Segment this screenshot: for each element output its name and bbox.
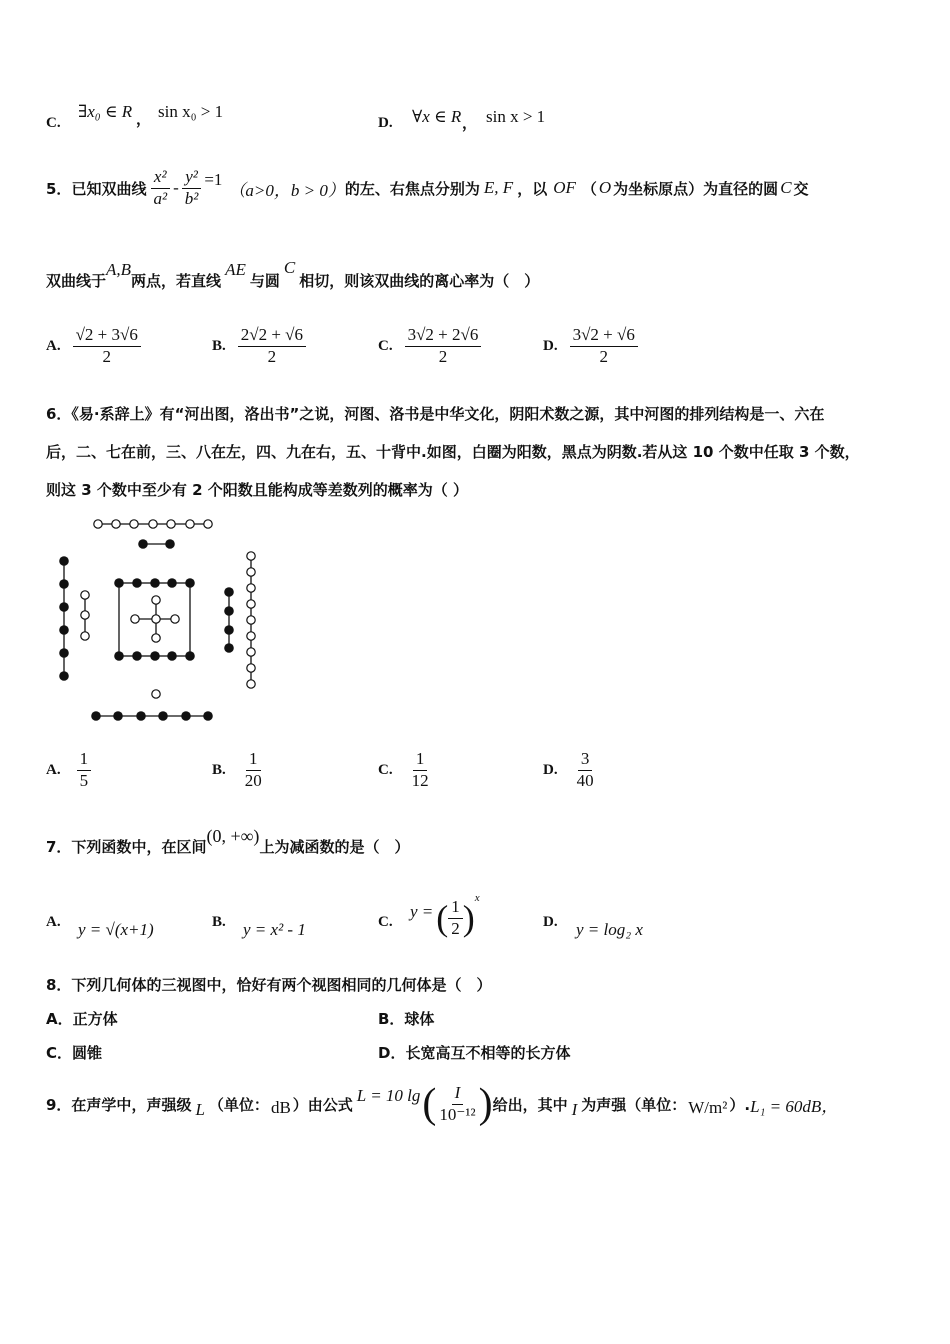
q4-option-c-label: C. xyxy=(46,115,61,131)
q5-option-a: A. $\frac{√2 + 3√6}{2}$ xyxy=(46,320,141,372)
q7-interval: (0, +∞) xyxy=(206,825,260,846)
q4-option-c-expr: ∃x₀ ∈ R xyxy=(78,102,133,121)
q7-stem: 7．下列函数中，在区间 (0, +∞) 上为减函数的是（ ） xyxy=(46,825,410,856)
q8-option-d: D．长宽高互不相等的长方体 xyxy=(378,1044,571,1062)
q5-number: 5． xyxy=(46,179,72,198)
q9-line1: 9．在声学中，声强级 L （单位： dB ）由公式 L = 10 lg ( $\frac{I}{\text{10⁻¹²}}$ ) 给出，其中 I 为声强（单位： W/m² ）. L₁ = 60dB， xyxy=(46,1081,839,1127)
q5-option-d: D. $\frac{3√2 + √6}{2}$ xyxy=(543,320,638,372)
q5-text1: 已知双曲线 xyxy=(71,179,147,198)
q4-option-d-expr: ∀x ∈ R xyxy=(412,107,462,126)
q6-option-a: A. $\frac{1}{5}$ xyxy=(46,744,91,796)
q6-option-c: C. $\frac{1}{12}$ xyxy=(378,749,429,790)
q8-option-a: A．正方体 xyxy=(46,1010,118,1028)
q4-option-d-sep: ， xyxy=(462,114,478,132)
q5-option-c: C. $\frac{3√2 + 2√6}{2}$ xyxy=(378,320,481,372)
q7-option-d-label: D. xyxy=(543,914,558,930)
q8-option-b: B．球体 xyxy=(378,1010,435,1028)
q5-line1: 5． 已知双曲线 $\frac{\text{x²}}{\text{a²}}$ - $\frac{\text{y²}}{\text{b²}}$ =1 （a>0，b > 0） 的左、右焦点分别为 E, F ，以 OF （ O 为坐标原点）为直径的圆 C 交 xyxy=(46,167,809,208)
q4-option-d-expr2: sin x > 1 xyxy=(486,107,546,126)
q7-option-b-label: B. xyxy=(212,914,226,930)
q7-option-a-label: A. xyxy=(46,914,61,930)
q5-condition: （a>0，b > 0） xyxy=(228,180,345,200)
q7-option-b-expr: y = x² - 1 xyxy=(243,920,306,939)
q5-foci: E, F xyxy=(483,178,514,197)
q5-option-b: B. $\frac{2√2 + √6}{2}$ xyxy=(212,320,306,372)
q6-line2: 后，二、七在前，三、八在左，四、九在右，五、十背中.如图，白圈为阳数，黑点为阴数.若从这 10 个数中任取 3 个数， xyxy=(46,443,860,461)
q4-option-c-expr2: sin x₀ > 1 xyxy=(158,102,224,121)
q7-option-c-label: C. xyxy=(378,914,393,930)
q5-frac-x: $\frac{\text{x²}}{\text{a²}}$ xyxy=(150,167,170,209)
q8-stem: 8．下列几何体的三视图中，恰好有两个视图相同的几何体是（ ） xyxy=(46,976,492,994)
q5-frac-y: $\frac{\text{y²}}{\text{b²}}$ xyxy=(182,167,202,209)
q7-option-c-expr: y = ( $\frac{1}{2}$ ) x xyxy=(410,892,480,938)
q5-line2: 双曲线于 A,B 两点，若直线 AE 与圆 C 相切，则该双曲线的离心率为（ ） xyxy=(46,258,540,290)
q6-option-b: B. $\frac{1}{20}$ xyxy=(212,749,262,790)
q9-formula-lhs: L = 10 lg xyxy=(356,1086,421,1105)
q4-option-d-label: D. xyxy=(378,115,393,131)
q4-option-c-sep: ， xyxy=(136,110,152,128)
q7-option-a-expr: y = √(x+1) xyxy=(78,920,154,939)
q6-option-d: D. $\frac{3}{40}$ xyxy=(543,749,594,790)
q8-option-c: C．圆锥 xyxy=(46,1044,103,1062)
hetu-diagram xyxy=(50,515,290,725)
q6-line3: 则这 3 个数中至少有 2 个阳数且能构成等差数列的概率为（ ） xyxy=(46,481,468,499)
q7-option-d-expr: y = log₂ x xyxy=(576,920,643,939)
q6-line1: 6．《易·系辞上》有“河出图，洛出书”之说，河图、洛书是中华文化，阴阳术数之源，其中河图的排列结构是一、六在 xyxy=(46,405,825,423)
